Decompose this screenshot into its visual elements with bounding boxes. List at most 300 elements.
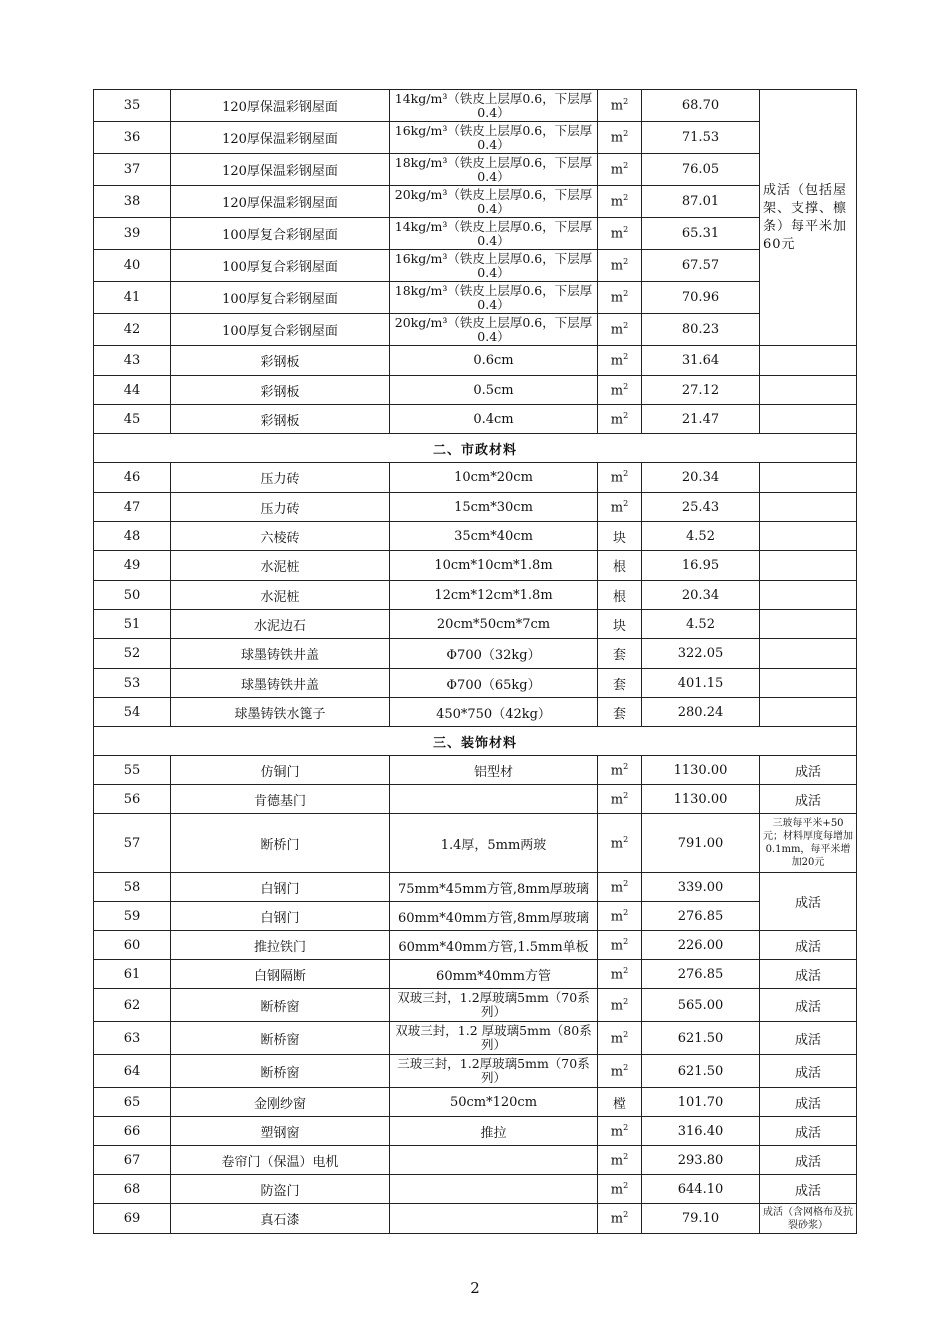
material-name: 断桥窗 (171, 989, 390, 1022)
unit (598, 1117, 642, 1146)
material-spec: 双玻三封，1.2 厚玻璃5mm（80系列） (390, 1022, 598, 1055)
unit-price: 4.52 (642, 610, 760, 639)
unit-price: 621.50 (642, 1022, 760, 1055)
unit-superscript: 2 (623, 498, 629, 508)
material-spec: 20kg/m³（铁皮上层厚0.6，下层厚0.4） (390, 186, 598, 218)
unit-superscript: 2 (623, 161, 629, 171)
unit-superscript: 2 (623, 834, 629, 844)
unit-price: 25.43 (642, 493, 760, 522)
unit-price: 276.85 (642, 960, 760, 989)
unit-text: m (610, 880, 624, 896)
table-row (94, 551, 857, 581)
unit (598, 1146, 642, 1175)
unit-price: 644.10 (642, 1175, 760, 1204)
table-row (94, 814, 857, 873)
unit-text: 块 (612, 618, 626, 634)
unit (598, 610, 642, 639)
unit (598, 154, 642, 186)
unit-superscript: 2 (623, 878, 629, 888)
material-name: 100厚复合彩钢屋面 (171, 282, 390, 314)
remarks (760, 346, 857, 376)
unit (598, 186, 642, 218)
unit-text: m (610, 130, 624, 146)
table-row (94, 463, 857, 493)
remarks: 成活 (760, 785, 857, 814)
table-row (94, 90, 857, 122)
unit-superscript: 2 (623, 1029, 629, 1039)
remarks (760, 639, 857, 669)
row-number: 58 (94, 873, 171, 902)
unit-superscript: 2 (623, 257, 629, 267)
table-row (94, 639, 857, 669)
section-row (94, 434, 857, 463)
table-row (94, 122, 857, 154)
unit-price: 401.15 (642, 669, 760, 698)
remarks (760, 698, 857, 727)
unit (598, 522, 642, 551)
row-number: 48 (94, 522, 171, 551)
unit-text: 套 (612, 677, 626, 693)
material-name: 120厚保温彩钢屋面 (171, 154, 390, 186)
material-name: 白钢门 (171, 902, 390, 931)
unit (598, 551, 642, 581)
unit-text: m (610, 836, 624, 852)
table-row (94, 698, 857, 727)
unit-text: m (610, 1064, 624, 1080)
unit (598, 1088, 642, 1117)
unit-text: m (610, 98, 624, 114)
row-number: 44 (94, 376, 171, 405)
unit-price: 67.57 (642, 250, 760, 282)
unit-price: 20.34 (642, 581, 760, 610)
material-spec: 18kg/m³（铁皮上层厚0.6，下层厚0.4） (390, 154, 598, 186)
row-number: 53 (94, 669, 171, 698)
unit-superscript: 2 (623, 936, 629, 946)
unit (598, 463, 642, 493)
section-heading-decoration: 三、装饰材料 (94, 727, 857, 756)
unit-text: m (610, 322, 624, 338)
unit-price: 79.10 (642, 1204, 760, 1234)
material-spec: 60mm*40mm方管,8mm厚玻璃 (390, 902, 598, 931)
page-number: 2 (470, 1279, 480, 1297)
remarks: 成活 (760, 756, 857, 785)
row-number: 60 (94, 931, 171, 960)
material-name: 白钢门 (171, 873, 390, 902)
unit (598, 931, 642, 960)
row-number: 35 (94, 90, 171, 122)
material-spec: 16kg/m³（铁皮上层厚0.6，下层厚0.4） (390, 122, 598, 154)
unit-text: m (610, 998, 624, 1014)
row-number: 68 (94, 1175, 171, 1204)
unit-price: 322.05 (642, 639, 760, 669)
unit-superscript: 2 (623, 410, 629, 420)
unit (598, 122, 642, 154)
material-name: 100厚复合彩钢屋面 (171, 218, 390, 250)
unit-superscript: 2 (623, 381, 629, 391)
material-name: 金刚纱窗 (171, 1088, 390, 1117)
material-name: 彩钢板 (171, 346, 390, 376)
remarks (760, 551, 857, 581)
unit-superscript: 2 (623, 469, 629, 479)
unit-price: 1130.00 (642, 785, 760, 814)
material-name: 肯德基门 (171, 785, 390, 814)
table-row (94, 756, 857, 785)
material-name: 白钢隔断 (171, 960, 390, 989)
row-number: 36 (94, 122, 171, 154)
unit-text: m (610, 763, 624, 779)
unit-price: 27.12 (642, 376, 760, 405)
material-name: 断桥窗 (171, 1022, 390, 1055)
unit-superscript: 2 (623, 289, 629, 299)
remarks: 三玻每平米+50元；材料厚度每增加0.1mm，每平米增加20元 (760, 814, 857, 873)
unit-price: 621.50 (642, 1055, 760, 1088)
table-row (94, 346, 857, 376)
unit-text: 套 (612, 706, 626, 722)
unit-text: m (610, 1031, 624, 1047)
row-number: 63 (94, 1022, 171, 1055)
unit-superscript: 2 (623, 761, 629, 771)
table-row (94, 669, 857, 698)
material-name: 断桥窗 (171, 1055, 390, 1088)
unit-price: 65.31 (642, 218, 760, 250)
unit-text: 根 (612, 560, 626, 575)
unit-price: 339.00 (642, 873, 760, 902)
material-spec: 1.4厚，5mm两玻 (390, 814, 598, 873)
material-name: 水泥桩 (171, 581, 390, 610)
remarks: 成活 (760, 960, 857, 989)
remarks: 成活 (760, 1117, 857, 1146)
material-name: 断桥门 (171, 814, 390, 873)
unit-text: 套 (612, 648, 626, 663)
unit-superscript: 2 (623, 790, 629, 800)
table-row (94, 1204, 857, 1234)
unit-text: m (610, 353, 624, 369)
unit-text: m (610, 470, 624, 486)
unit (598, 785, 642, 814)
remarks: 成活（含网格布及抗裂砂浆） (760, 1204, 857, 1234)
material-spec: 0.6cm (390, 346, 598, 376)
unit-price: 226.00 (642, 931, 760, 960)
material-name: 卷帘门（保温）电机 (171, 1146, 390, 1175)
unit-price: 791.00 (642, 814, 760, 873)
row-number: 61 (94, 960, 171, 989)
material-name: 120厚保温彩钢屋面 (171, 90, 390, 122)
unit (598, 90, 642, 122)
remarks: 成活 (760, 1146, 857, 1175)
row-number: 55 (94, 756, 171, 785)
unit (598, 493, 642, 522)
row-number: 47 (94, 493, 171, 522)
remarks (760, 581, 857, 610)
unit-superscript: 2 (623, 1180, 629, 1190)
table-row (94, 1146, 857, 1175)
unit-price: 71.53 (642, 122, 760, 154)
row-number: 66 (94, 1117, 171, 1146)
unit-text: m (610, 967, 624, 983)
remarks (760, 493, 857, 522)
table-row (94, 1055, 857, 1088)
material-spec: 14kg/m³（铁皮上层厚0.6，下层厚0.4） (390, 218, 598, 250)
unit-superscript: 2 (623, 1210, 629, 1220)
table-row (94, 250, 857, 282)
material-name: 水泥桩 (171, 551, 390, 581)
material-spec: 铝型材 (390, 756, 598, 785)
table-row (94, 154, 857, 186)
material-spec: 15cm*30cm (390, 493, 598, 522)
material-name: 100厚复合彩钢屋面 (171, 250, 390, 282)
remarks (760, 522, 857, 551)
material-name: 压力砖 (171, 493, 390, 522)
unit-price: 76.05 (642, 154, 760, 186)
unit-price: 68.70 (642, 90, 760, 122)
unit-superscript: 2 (623, 1062, 629, 1072)
material-name: 球墨铸铁水篦子 (171, 698, 390, 727)
material-spec: 10cm*10cm*1.8m (390, 551, 598, 581)
unit (598, 376, 642, 405)
table-row (94, 1175, 857, 1204)
table-row (94, 1022, 857, 1055)
remarks (760, 405, 857, 434)
material-name: 120厚保温彩钢屋面 (171, 186, 390, 218)
material-name: 球墨铸铁井盖 (171, 639, 390, 669)
unit (598, 314, 642, 346)
unit (598, 902, 642, 931)
unit-superscript: 2 (623, 352, 629, 362)
table-row (94, 1117, 857, 1146)
unit-text: m (610, 162, 624, 178)
table-body (94, 90, 857, 1234)
row-number: 45 (94, 405, 171, 434)
row-number: 46 (94, 463, 171, 493)
table-row (94, 1088, 857, 1117)
row-number: 38 (94, 186, 171, 218)
unit-text: m (610, 194, 624, 210)
row-number: 42 (94, 314, 171, 346)
unit-price: 80.23 (642, 314, 760, 346)
material-spec: 20cm*50cm*7cm (390, 610, 598, 639)
unit (598, 814, 642, 873)
table-row (94, 610, 857, 639)
unit-text: m (610, 1182, 624, 1198)
unit-superscript: 2 (623, 907, 629, 917)
table-row (94, 376, 857, 405)
unit-price: 16.95 (642, 551, 760, 581)
unit-price: 20.34 (642, 463, 760, 493)
price-table (93, 89, 857, 1234)
material-name: 水泥边石 (171, 610, 390, 639)
unit-text: 根 (612, 589, 626, 605)
material-spec: 推拉 (390, 1117, 598, 1146)
unit-text: m (610, 226, 624, 242)
remarks: 成活 (760, 989, 857, 1022)
unit (598, 960, 642, 989)
unit (598, 756, 642, 785)
row-number: 64 (94, 1055, 171, 1088)
unit (598, 1175, 642, 1204)
row-number: 52 (94, 639, 171, 669)
material-spec: 60mm*40mm方管,1.5mm单板 (390, 931, 598, 960)
unit-price: 316.40 (642, 1117, 760, 1146)
material-spec (390, 1204, 598, 1234)
unit-superscript: 2 (623, 129, 629, 139)
unit-price: 276.85 (642, 902, 760, 931)
unit-text: m (610, 500, 624, 516)
table-row (94, 960, 857, 989)
unit (598, 873, 642, 902)
row-number: 50 (94, 581, 171, 610)
material-name: 防盗门 (171, 1175, 390, 1204)
material-spec: 0.4cm (390, 405, 598, 434)
unit-superscript: 2 (623, 97, 629, 107)
material-spec: 20kg/m³（铁皮上层厚0.6，下层厚0.4） (390, 314, 598, 346)
remarks: 成活 (760, 931, 857, 960)
unit (598, 581, 642, 610)
unit-price: 280.24 (642, 698, 760, 727)
unit (598, 1022, 642, 1055)
material-spec: 450*750（42kg） (390, 698, 598, 727)
material-spec: 12cm*12cm*1.8m (390, 581, 598, 610)
material-name: 六棱砖 (171, 522, 390, 551)
unit-price: 293.80 (642, 1146, 760, 1175)
unit-superscript: 2 (623, 193, 629, 203)
row-number: 59 (94, 902, 171, 931)
material-spec: Φ700（65kg） (390, 669, 598, 698)
table-row (94, 873, 857, 902)
unit (598, 698, 642, 727)
table-row (94, 405, 857, 434)
row-number: 69 (94, 1204, 171, 1234)
unit-price: 4.52 (642, 522, 760, 551)
unit-text: m (610, 909, 624, 925)
unit-price: 87.01 (642, 186, 760, 218)
material-name: 球墨铸铁井盖 (171, 669, 390, 698)
row-number: 37 (94, 154, 171, 186)
row-number: 67 (94, 1146, 171, 1175)
remarks (760, 376, 857, 405)
unit (598, 346, 642, 376)
unit-price: 31.64 (642, 346, 760, 376)
material-spec: 10cm*20cm (390, 463, 598, 493)
unit (598, 989, 642, 1022)
unit-price: 565.00 (642, 989, 760, 1022)
table-row (94, 902, 857, 931)
row-number: 57 (94, 814, 171, 873)
unit (598, 282, 642, 314)
table-row (94, 314, 857, 346)
unit-superscript: 2 (623, 1122, 629, 1132)
unit-text: m (610, 792, 624, 808)
unit-superscript: 2 (623, 996, 629, 1006)
unit (598, 1055, 642, 1088)
table-row (94, 581, 857, 610)
material-spec (390, 1175, 598, 1204)
row-number: 49 (94, 551, 171, 581)
row-number: 51 (94, 610, 171, 639)
material-spec: 0.5cm (390, 376, 598, 405)
material-name: 彩钢板 (171, 405, 390, 434)
remarks (760, 463, 857, 493)
row-number: 39 (94, 218, 171, 250)
unit-text: m (610, 1153, 624, 1169)
material-spec: 35cm*40cm (390, 522, 598, 551)
table-row (94, 282, 857, 314)
material-spec: 16kg/m³（铁皮上层厚0.6，下层厚0.4） (390, 250, 598, 282)
unit-text: 樘 (612, 1096, 626, 1112)
unit (598, 1204, 642, 1234)
row-number: 54 (94, 698, 171, 727)
material-name: 100厚复合彩钢屋面 (171, 314, 390, 346)
table-row (94, 186, 857, 218)
table-row (94, 931, 857, 960)
row-number: 43 (94, 346, 171, 376)
table-row (94, 785, 857, 814)
remarks (760, 669, 857, 698)
material-name: 彩钢板 (171, 376, 390, 405)
unit (598, 405, 642, 434)
material-name: 推拉铁门 (171, 931, 390, 960)
unit (598, 218, 642, 250)
row-number: 56 (94, 785, 171, 814)
unit-text: m (610, 258, 624, 274)
material-spec: 50cm*120cm (390, 1088, 598, 1117)
table-row (94, 989, 857, 1022)
material-name: 120厚保温彩钢屋面 (171, 122, 390, 154)
unit-price: 101.70 (642, 1088, 760, 1117)
unit-text: m (610, 290, 624, 306)
remarks: 成活 (760, 1088, 857, 1117)
unit-text: 块 (612, 530, 626, 546)
row-number: 40 (94, 250, 171, 282)
unit-text: m (610, 383, 624, 399)
unit-superscript: 2 (623, 965, 629, 975)
material-spec (390, 1146, 598, 1175)
material-name: 仿铜门 (171, 756, 390, 785)
unit-superscript: 2 (623, 225, 629, 235)
material-spec: 60mm*40mm方管 (390, 960, 598, 989)
material-name: 真石漆 (171, 1204, 390, 1234)
row-number: 62 (94, 989, 171, 1022)
remarks: 成活 (760, 1175, 857, 1204)
remarks: 成活 (760, 1055, 857, 1088)
row-number: 65 (94, 1088, 171, 1117)
unit-superscript: 2 (623, 321, 629, 331)
section-row (94, 727, 857, 756)
material-spec: 三玻三封，1.2厚玻璃5mm（70系列） (390, 1055, 598, 1088)
row-number: 41 (94, 282, 171, 314)
remarks-merged-steel-door: 成活 (760, 873, 857, 931)
material-name: 塑钢窗 (171, 1117, 390, 1146)
unit-text: m (610, 1211, 624, 1227)
section-heading-municipal: 二、市政材料 (94, 434, 857, 463)
unit (598, 639, 642, 669)
unit-price: 21.47 (642, 405, 760, 434)
unit-superscript: 2 (623, 1151, 629, 1161)
material-spec (390, 785, 598, 814)
material-spec: 双玻三封，1.2厚玻璃5mm（70系列） (390, 989, 598, 1022)
table-row (94, 493, 857, 522)
material-spec: 75mm*45mm方管,8mm厚玻璃 (390, 873, 598, 902)
unit (598, 669, 642, 698)
table-row (94, 218, 857, 250)
remarks: 成活 (760, 1022, 857, 1055)
unit-text: m (610, 412, 624, 428)
unit-price: 70.96 (642, 282, 760, 314)
material-spec: 14kg/m³（铁皮上层厚0.6，下层厚0.4） (390, 90, 598, 122)
table-row (94, 522, 857, 551)
material-spec: 18kg/m³（铁皮上层厚0.6，下层厚0.4） (390, 282, 598, 314)
unit-text: m (610, 938, 624, 954)
remarks-merged-roof: 成活（包括屋架、支撑、檩条）每平米加60元 (760, 90, 857, 346)
